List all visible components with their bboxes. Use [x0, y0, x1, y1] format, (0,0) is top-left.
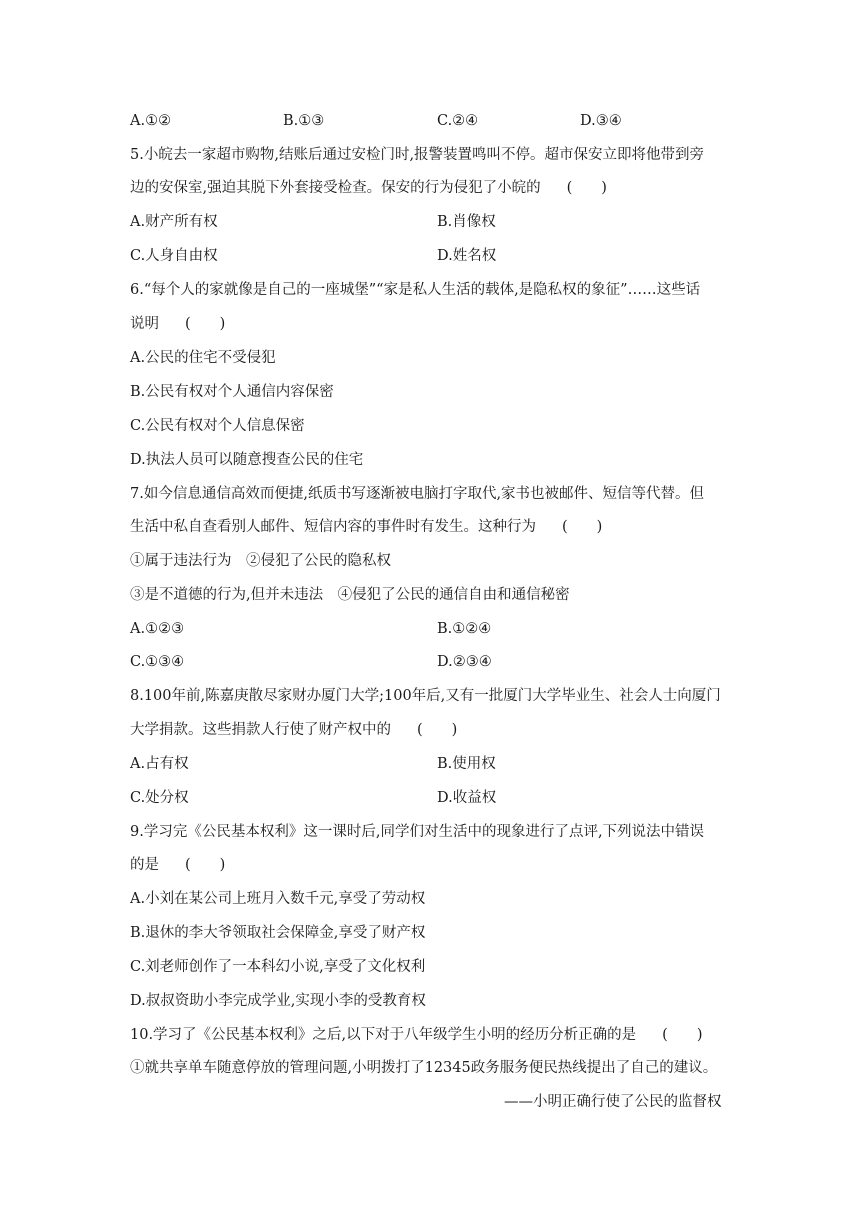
q10-item-note: ——小明正确行使了公民的监督权 [504, 1094, 722, 1110]
q6-option-c: C.公民有权对个人信息保密 [130, 418, 305, 434]
q6-stem-line-1: 6.“每个人的家就像是自己的一座城堡”“家是私人生活的载体,是隐私权的象征”……这些话 [130, 282, 701, 298]
q10-stem-line-1: 10.学习了《公民基本权利》之后,以下对于八年级学生小明的经历分析正确的是 ( ) [130, 1027, 703, 1043]
q4-option-b: B.①③ [283, 113, 325, 129]
q10-item-line-1: ①就共享单车随意停放的管理问题,小明拨打了12345政务服务便民热线提出了自己的建议。 [130, 1060, 718, 1076]
q4-option-d: D.③④ [580, 113, 622, 129]
q6-option-b: B.公民有权对个人通信内容保密 [130, 384, 334, 400]
q9-option-a: A.小刘在某公司上班月入数千元,享受了劳动权 [130, 891, 426, 907]
q4-option-c: C.②④ [437, 113, 479, 129]
q7-item-line-2: ③是不道德的行为,但并未违法 ④侵犯了公民的通信自由和通信秘密 [130, 587, 570, 603]
q8-option-a: A.占有权 [130, 756, 189, 772]
q7-stem-line-1: 7.如今信息通信高效而便捷,纸质书写逐渐被电脑打字取代,家书也被邮件、短信等代替。但 [130, 486, 705, 502]
q8-stem-line-1: 8.100年前,陈嘉庚散尽家财办厦门大学;100年后,又有一批厦门大学毕业生、社会人士向厦门 [130, 688, 721, 704]
answer-paren: ( ) [185, 857, 226, 873]
q6-option-a: A.公民的住宅不受侵犯 [130, 350, 276, 366]
answer-paren: ( ) [185, 316, 226, 332]
q9-stem-line-2: 的是 ( ) [130, 857, 226, 873]
q4-option-a: A.①② [130, 113, 172, 129]
q7-option-b: B.①②④ [437, 621, 492, 637]
q5-option-c: C.人身自由权 [130, 248, 218, 264]
q5-option-b: B.肖像权 [437, 214, 496, 230]
q5-option-a: A.财产所有权 [130, 214, 218, 230]
q5-stem-line-2: 边的安保室,强迫其脱下外套接受检查。保安的行为侵犯了小皖的 ( ) [130, 180, 607, 196]
q9-option-b: B.退休的李大爷领取社会保障金,享受了财产权 [130, 925, 426, 941]
q9-option-d: D.叔叔资助小李完成学业,实现小李的受教育权 [130, 993, 426, 1009]
q8-option-d: D.收益权 [437, 790, 497, 806]
q7-stem-line-2: 生活中私自查看别人邮件、短信内容的事件时有发生。这种行为 ( ) [130, 519, 603, 535]
q6-option-d: D.执法人员可以随意搜查公民的住宅 [130, 452, 364, 468]
q8-option-b: B.使用权 [437, 756, 496, 772]
q7-option-d: D.②③④ [437, 654, 492, 670]
q7-option-a: A.①②③ [130, 621, 185, 637]
q5-option-d: D.姓名权 [437, 248, 497, 264]
q7-option-c: C.①③④ [130, 654, 185, 670]
q9-option-c: C.刘老师创作了一本科幻小说,享受了文化权利 [130, 959, 426, 975]
q8-option-c: C.处分权 [130, 790, 189, 806]
q8-stem-line-2: 大学捐款。这些捐款人行使了财产权中的 ( ) [130, 722, 458, 738]
answer-paren: ( ) [662, 1027, 703, 1043]
q6-stem-line-2: 说明 ( ) [130, 316, 226, 332]
answer-paren: ( ) [562, 519, 603, 535]
answer-paren: ( ) [566, 180, 607, 196]
answer-paren: ( ) [417, 722, 458, 738]
q7-item-line-1: ①属于违法行为 ②侵犯了公民的隐私权 [130, 553, 391, 569]
q9-stem-line-1: 9.学习完《公民基本权利》这一课时后,同学们对生活中的现象进行了点评,下列说法中错误 [130, 824, 705, 840]
q5-stem-line-1: 5.小皖去一家超市购物,结账后通过安检门时,报警装置鸣叫不停。超市保安立即将他带到旁 [130, 147, 705, 163]
